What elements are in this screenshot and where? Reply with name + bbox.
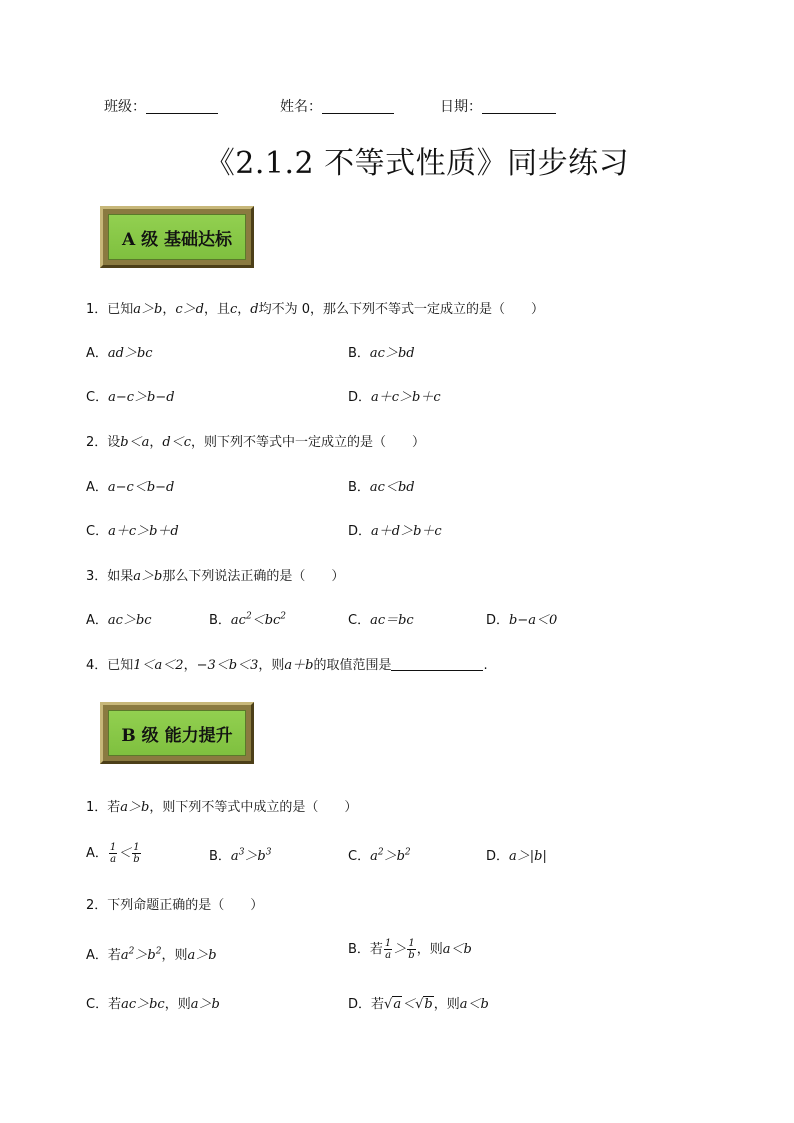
b-question-2 bbox=[86, 894, 263, 913]
text: ，则 bbox=[164, 997, 191, 1012]
a-q3-option-a[interactable] bbox=[86, 609, 152, 628]
math: a＞b bbox=[133, 569, 163, 584]
radicand: b bbox=[424, 997, 433, 1012]
option-math: b−a＜0 bbox=[509, 613, 558, 628]
exponent: 3 bbox=[265, 847, 272, 858]
a-q2-option-d[interactable] bbox=[348, 520, 442, 539]
denominator: a bbox=[385, 950, 392, 961]
math: d＜c bbox=[162, 435, 191, 450]
b-q1-option-a[interactable] bbox=[86, 842, 142, 865]
option-math: ad＞bc bbox=[107, 346, 153, 361]
math: d bbox=[250, 302, 259, 317]
denominator: b bbox=[133, 854, 140, 865]
math: a＞b bbox=[133, 302, 163, 317]
a-q1-option-b[interactable] bbox=[348, 342, 415, 361]
text: 2．设 bbox=[86, 435, 121, 450]
b-q2-option-b[interactable] bbox=[348, 938, 472, 961]
option-math: ac＞bc bbox=[107, 613, 152, 628]
text: 的取值范围是 bbox=[313, 658, 392, 673]
level-a-badge bbox=[100, 206, 254, 268]
exponent: 2 bbox=[377, 847, 384, 858]
option-letter: D． bbox=[486, 613, 510, 628]
text: ，且 bbox=[203, 302, 230, 317]
b-question-1 bbox=[86, 796, 357, 815]
option-letter: C． bbox=[86, 524, 109, 539]
class-label: 班级： bbox=[104, 99, 146, 115]
b-q1-option-d[interactable] bbox=[486, 845, 547, 864]
a-q2-option-c[interactable] bbox=[86, 520, 179, 539]
text: ，则 bbox=[161, 948, 188, 963]
numerator: 1 bbox=[408, 938, 415, 949]
option-math: a＋c＞b＋d bbox=[108, 524, 179, 539]
math: a＞b bbox=[120, 800, 150, 815]
option-math: a＞|b| bbox=[509, 849, 547, 864]
option-math: a bbox=[230, 849, 239, 864]
a-q1-option-c[interactable] bbox=[86, 386, 175, 405]
option-letter: D． bbox=[348, 390, 372, 405]
option-math: a＞b bbox=[187, 948, 217, 963]
option-math: a−c＞b−d bbox=[108, 390, 175, 405]
option-letter: C． bbox=[348, 613, 371, 628]
option-math: a bbox=[370, 849, 378, 864]
option-letter: B． bbox=[348, 346, 370, 361]
text: ， bbox=[149, 435, 163, 450]
answer-blank[interactable] bbox=[391, 658, 483, 671]
exponent: 2 bbox=[280, 611, 287, 622]
a-q2-option-b[interactable] bbox=[348, 476, 415, 495]
text: ，则下列不等式中成立的是（ ） bbox=[149, 800, 358, 815]
option-math: ＞b bbox=[134, 948, 156, 963]
text: 4．已知 bbox=[86, 658, 134, 673]
date-blank[interactable] bbox=[482, 99, 556, 114]
option-math: ac＜bd bbox=[369, 480, 415, 495]
radicand: a bbox=[393, 997, 402, 1012]
relation: ＞ bbox=[393, 942, 407, 957]
numerator: 1 bbox=[109, 842, 117, 853]
a-q1-option-d[interactable] bbox=[348, 386, 441, 405]
option-math: a bbox=[120, 948, 129, 963]
text: ， bbox=[237, 302, 251, 317]
option-letter: D． bbox=[486, 849, 510, 864]
text: ，则 bbox=[433, 997, 460, 1012]
option-math: ＞b bbox=[244, 849, 266, 864]
text: 均不为 0，那么下列不等式一定成立的是（ ） bbox=[258, 302, 545, 317]
option-math: ＜bc bbox=[251, 613, 281, 628]
option-math: ac＞bc bbox=[121, 997, 165, 1012]
b-q2-option-d[interactable] bbox=[348, 993, 489, 1012]
date-label: 日期： bbox=[440, 99, 482, 115]
a-q2-option-a[interactable] bbox=[86, 476, 174, 495]
name-label: 姓名： bbox=[280, 99, 322, 115]
relation: ＜ bbox=[402, 997, 416, 1012]
option-letter: B． bbox=[209, 849, 231, 864]
math: c＞d bbox=[175, 302, 204, 317]
level-b-label: B 级 能力提升 bbox=[108, 710, 246, 756]
a-q1-option-a[interactable] bbox=[86, 342, 153, 361]
option-math: a＋c＞b＋c bbox=[371, 390, 441, 405]
option-math: a＜b bbox=[442, 942, 472, 957]
text: . bbox=[483, 658, 488, 673]
text: 2．下列命题正确的是（ ） bbox=[86, 898, 264, 913]
b-q1-option-b[interactable] bbox=[209, 845, 271, 864]
relation: ＜ bbox=[118, 846, 132, 861]
denominator: a bbox=[110, 854, 117, 865]
option-letter: C． bbox=[348, 849, 371, 864]
text: ，则下列不等式中一定成立的是（ ） bbox=[190, 435, 425, 450]
level-b-badge bbox=[100, 702, 254, 764]
exponent: 2 bbox=[128, 946, 135, 957]
math: −3＜b＜3 bbox=[196, 658, 259, 673]
sqrt-symbol: √ bbox=[384, 997, 393, 1012]
option-math: ac＝bc bbox=[370, 613, 414, 628]
math: 1＜a＜2 bbox=[133, 658, 184, 673]
class-field bbox=[104, 96, 218, 116]
a-q3-option-d[interactable] bbox=[486, 609, 557, 628]
option-letter: A．若 bbox=[86, 948, 121, 963]
option-math: a−c＜b−d bbox=[107, 480, 175, 495]
level-a-label: A 级 基础达标 bbox=[108, 214, 246, 260]
fraction bbox=[384, 938, 392, 961]
option-letter: D．若 bbox=[348, 997, 385, 1012]
option-letter: B． bbox=[209, 613, 231, 628]
text: 那么下列说法正确的是（ ） bbox=[162, 569, 345, 584]
option-math: ac＞bd bbox=[369, 346, 415, 361]
option-math: a＞b bbox=[190, 997, 220, 1012]
name-blank[interactable] bbox=[322, 99, 394, 114]
a-q3-option-b[interactable] bbox=[209, 609, 286, 628]
text: 1．若 bbox=[86, 800, 121, 815]
text: 1．已知 bbox=[86, 302, 134, 317]
text: ， bbox=[183, 658, 197, 673]
exponent: 2 bbox=[245, 611, 252, 622]
sqrt-symbol: √ bbox=[415, 997, 424, 1012]
option-letter: A． bbox=[86, 846, 108, 861]
text: 3．如果 bbox=[86, 569, 134, 584]
option-math: ac bbox=[230, 613, 246, 628]
numerator: 1 bbox=[133, 842, 140, 853]
numerator: 1 bbox=[384, 938, 392, 949]
fraction bbox=[132, 842, 140, 865]
option-letter: D． bbox=[348, 524, 372, 539]
option-math: ＞b bbox=[383, 849, 405, 864]
exponent: 2 bbox=[404, 847, 411, 858]
a-question-1 bbox=[86, 298, 544, 317]
exponent: 3 bbox=[238, 847, 245, 858]
fraction bbox=[407, 938, 415, 961]
a-question-4 bbox=[86, 654, 488, 673]
text: ，则 bbox=[416, 942, 443, 957]
b-q1-option-c[interactable] bbox=[348, 845, 411, 864]
option-math: a＜b bbox=[459, 997, 489, 1012]
option-letter: C． bbox=[86, 390, 109, 405]
name-field bbox=[280, 96, 394, 116]
math: a＋b bbox=[284, 658, 314, 673]
option-letter: C．若 bbox=[86, 997, 122, 1012]
option-math: a＋d＞b＋c bbox=[371, 524, 442, 539]
b-q2-option-a[interactable] bbox=[86, 944, 217, 963]
option-letter: A． bbox=[86, 613, 108, 628]
option-letter: A． bbox=[86, 346, 108, 361]
denominator: b bbox=[408, 950, 415, 961]
exponent: 2 bbox=[155, 946, 162, 957]
a-q3-option-c[interactable] bbox=[348, 609, 414, 628]
fraction bbox=[109, 842, 117, 865]
math: b＜a bbox=[120, 435, 150, 450]
a-question-2 bbox=[86, 431, 425, 450]
option-letter: A． bbox=[86, 480, 108, 495]
b-q2-option-c[interactable] bbox=[86, 993, 220, 1012]
option-letter: B．若 bbox=[348, 942, 383, 957]
text: ，则 bbox=[258, 658, 285, 673]
date-field bbox=[440, 96, 556, 116]
text: ， bbox=[162, 302, 176, 317]
math: c bbox=[230, 302, 238, 317]
page-title: 《2.1.2 不等式性质》同步练习 bbox=[204, 146, 630, 181]
a-question-3 bbox=[86, 565, 344, 584]
option-letter: B． bbox=[348, 480, 370, 495]
class-blank[interactable] bbox=[146, 99, 218, 114]
